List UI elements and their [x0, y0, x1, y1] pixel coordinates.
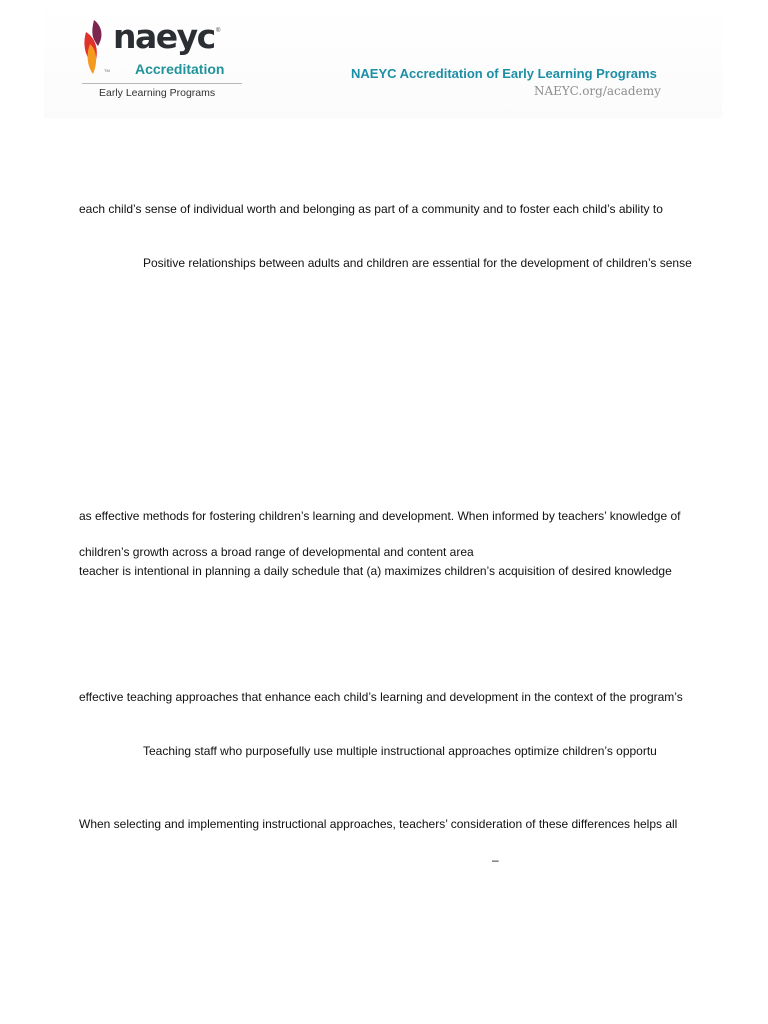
- text-line: children’s growth across a broad range of developmental and content area: [79, 545, 474, 559]
- trademark-mark: TM: [104, 68, 110, 73]
- text-line: teacher is intentional in planning a daily schedule that (a) maximizes children’s acquisition of desired knowledge: [79, 564, 672, 578]
- logo-divider: [82, 83, 242, 84]
- early-learning-programs-label: Early Learning Programs: [99, 87, 216, 99]
- header-title: NAEYC Accreditation of Early Learning Programs: [351, 66, 657, 81]
- naeyc-wordmark: naeyc: [113, 17, 215, 56]
- accreditation-label: Accreditation: [135, 61, 225, 77]
- text-line: When selecting and implementing instructional approaches, teachers’ consideration of these differences helps all: [79, 817, 678, 831]
- registered-mark: ®: [216, 28, 221, 34]
- header-url: NAEYC.org/academy: [534, 84, 661, 98]
- text-line: Positive relationships between adults and children are essential for the development of children’s sense: [143, 256, 692, 270]
- text-line: each child’s sense of individual worth and belonging as part of a community and to foster each child’s ability to: [79, 202, 663, 216]
- text-line: as effective methods for fostering children’s learning and development. When informed by teachers’ knowledge of: [79, 509, 681, 523]
- dash-mark: –: [492, 853, 499, 867]
- text-line: Teaching staff who purposefully use multiple instructional approaches optimize children’s opportu: [143, 744, 657, 758]
- text-line: effective teaching approaches that enhance each child’s learning and development in the context of the program’s: [79, 690, 683, 704]
